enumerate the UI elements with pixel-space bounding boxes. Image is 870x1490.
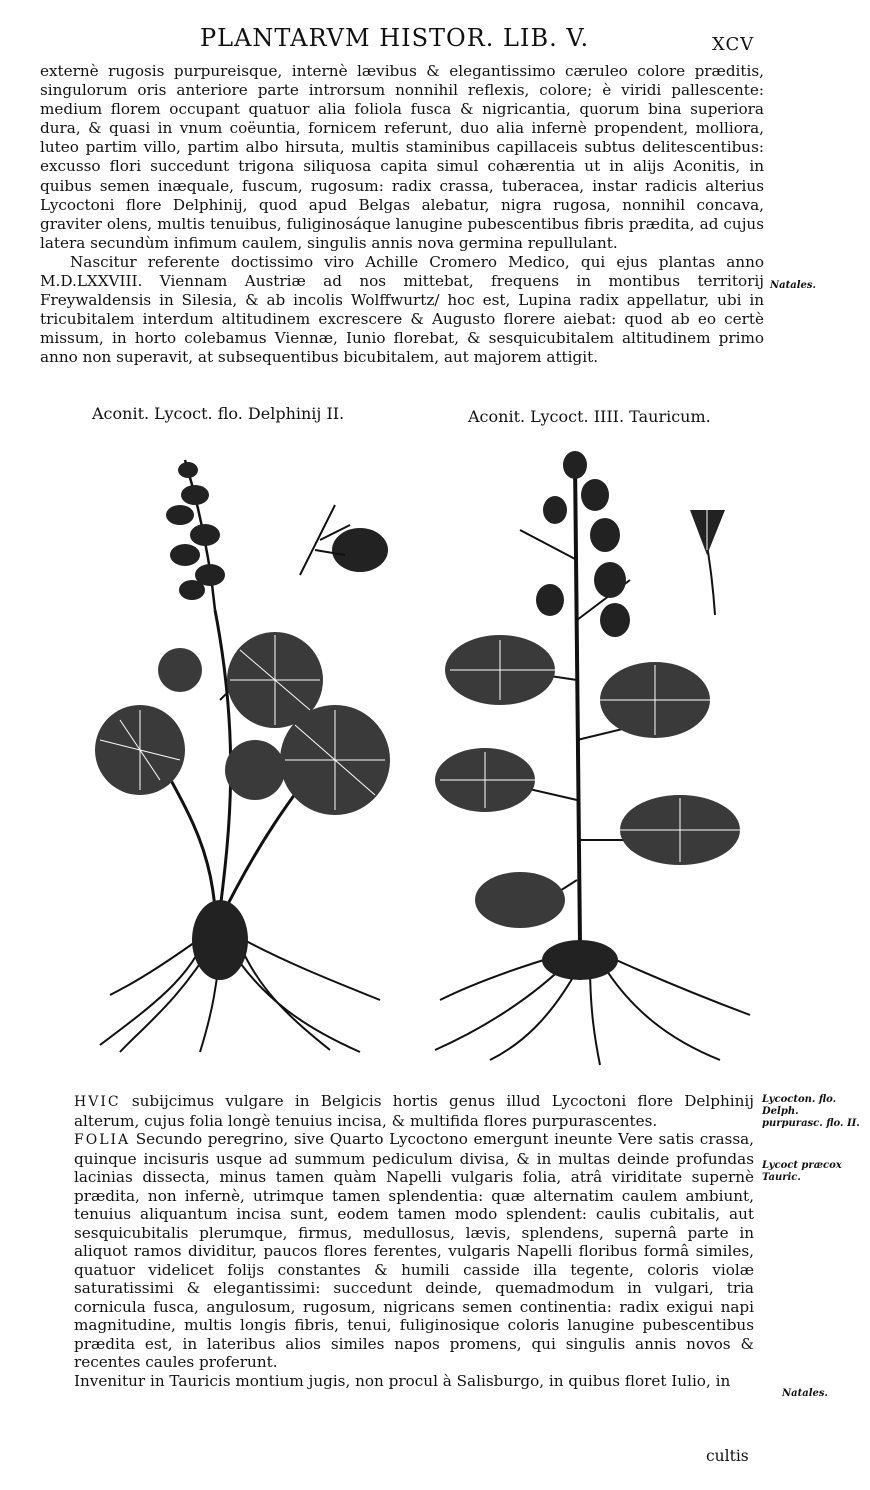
folia-paragraph: [74, 1130, 754, 1372]
margin-note-natales: Natales.: [770, 280, 816, 291]
folia-lead: FOLIA: [74, 1132, 131, 1148]
top-text-block: [40, 62, 764, 368]
description-paragraph: externè rugosis purpureisque, internè lævibus & elegantissimo cæruleo colore præditis, singulorum oris anteriore parte introrsum nonnihil reflexis, colore; è viridi pallescente: medium florem occupant quatuor alia foliola fusca & nigricantia, quorum bina superiora dura, & quasi in vnum coëuntia, fornicem referunt, duo alia infernè propendent, molliora, luteo partim villo, partim albo hirsuta, multis staminibus capillaceis subtus delitescentibus: excusso flori succedunt trigona siliquosa capita simul cohærentia ut in alijs Aconitis, in quibus semen inæquale, fuscum, rugosum: radix crassa, tuberacea, instar radicis alterius Lycoctoni flore Delphinij, quod apud Belgas alebatur, nigra rugosa, nonnihil concava, graviter olens, multis tenuibus, fuliginosáque lanugine pubescentibus fibris prædita, ad cujus latera secundùm infimum caulem, singulis annis nova germina repullulant.: [40, 62, 764, 252]
margin-note-lycoct-praecox: Lycoct præcox Tauric.: [762, 1160, 842, 1183]
margin-note-natales-2: Natales.: [782, 1388, 828, 1399]
invenitur-paragraph: Invenitur in Tauricis montium jugis, non procul à Salisburgo, in quibus floret Iulio, in: [74, 1371, 731, 1390]
intro-lead: HVIC: [74, 1094, 121, 1110]
habitat-paragraph: Nascitur referente doctissimo viro Achille Cromero Medico, qui ejus plantas anno M.D.LXXVIII. Viennam Austriæ ad nos mittebat, frequens in montibus territorij Freywaldensis in Silesia, & ab incolis Wolffwurtz/ hoc est, Lupina radix appellatur, ubi in tricubitalem interdum altitudinem excrescere & Augusto florere aiebat: quod ab eo certè missum, in horto colebamus Viennæ, Iunio florebat, & sesquicubitalem altitudinem primo anno non superavit, at subsequentibus bicubitalem, aut majorem attigit.: [40, 252, 764, 367]
caption-right-plant: Aconit. Lycoct. IIII. Tauricum.: [468, 407, 711, 426]
woodcut-illustration-lycoctonum-tauricum: [430, 440, 760, 1070]
intro-text: subijcimus vulgare in Belgicis hortis genus illud Lycoctoni flore Delphinij alterum, cujus folia longè tenuius incisa, & multifida flores purpurascentes.: [74, 1092, 754, 1130]
margin-note-lycocton-delph: Lycocton. flo. Delph. purpurasc. flo. II.: [762, 1094, 860, 1129]
intro-paragraph: [74, 1092, 754, 1130]
woodcut-illustration-lycoctonum-delphinium: [80, 440, 410, 1060]
running-header: PLANTARVM HISTOR. LIB. V.: [200, 24, 590, 52]
folia-text: Secundo peregrino, sive Quarto Lycoctono emergunt ineunte Vere satis crassa, quinque incisuris usque ad summum pediculum divisa, & in multas deinde profundas lacinias dissecta, minus tamen quàm Napelli vulgaris folia, atrâ viriditate supernè prædita, non infernè, utrimque tamen splendentia: quæ alternatim caulem ambiunt, tenuius aliquantum incisa sunt, eodem tamen modo splendent: caulis cubitalis, aut sesquicubitalis plerumque, firmus, medullosus, lævis, splendens, supernâ parte in aliquot ramos dividitur, paucos flores ferentes, vulgaris Napelli floribus formâ similes, quatuor videlicet folijs constantes & humili casside illa tegente, coloris violæ saturatissimi & elegantissimi: succedunt deinde, quemadmodum in vulgari, tria cornicula fusca, angulosum, rugosum, nigricans semen continentia: radix exigui napi magnitudine, multis longis fibris, tenui, fuliginosique coloris lanugine pubescentibus prædita est, in lateribus alios similes napos promens, qui singulis annis novos & recentes caules proferunt.: [74, 1130, 754, 1371]
caption-left-plant: Aconit. Lycoct. flo. Delphinij II.: [92, 404, 345, 423]
catchword: cultis: [706, 1447, 749, 1465]
bottom-text-block: [74, 1092, 754, 1390]
page-number: XCV: [712, 34, 755, 55]
